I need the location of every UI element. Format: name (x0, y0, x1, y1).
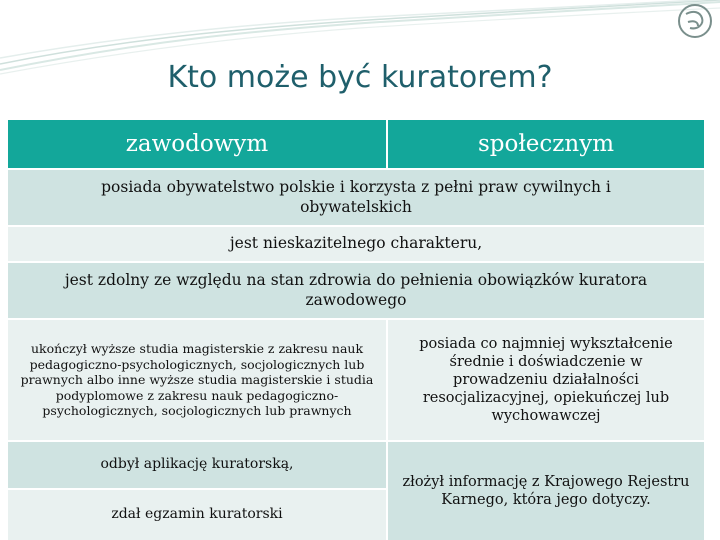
professional-exam: zdał egzamin kuratorski (8, 490, 388, 540)
row-citizenship: posiada obywatelstwo polskie i korzysta z pełni praw cywilnych i obywatelskich (8, 170, 704, 225)
corner-ornament-icon (676, 2, 714, 40)
header-professional: zawodowym (8, 120, 388, 168)
header-social: społecznym (388, 120, 704, 168)
professional-internship: odbył aplikację kuratorską, (8, 442, 388, 488)
row-character: jest nieskazitelnego charakteru, (8, 227, 704, 261)
qualifications-table (8, 120, 704, 540)
slide-title: Kto może być kuratorem? (167, 60, 553, 95)
social-registry: złożył informację z Krajowego Rejestru Karnego, która jego dotyczy. (388, 442, 704, 540)
social-education: posiada co najmniej wykształcenie średnie i doświadczenie w prowadzeniu działalności resocjalizacyjnej, opiekuńczej lub wychowawczej (388, 320, 704, 440)
professional-education: ukończył wyższe studia magisterskie z zakresu nauk pedagogiczno-psychologicznych, socjologicznych lub prawnych albo inne wyższe studia magisterskie i studia podyplomowe z zakresu nauk pedagogiczno-psychologicznych, socjologicznych lub prawnych (8, 320, 388, 440)
row-health: jest zdolny ze względu na stan zdrowia do pełnienia obowiązków kuratora zawodowego (8, 263, 704, 318)
